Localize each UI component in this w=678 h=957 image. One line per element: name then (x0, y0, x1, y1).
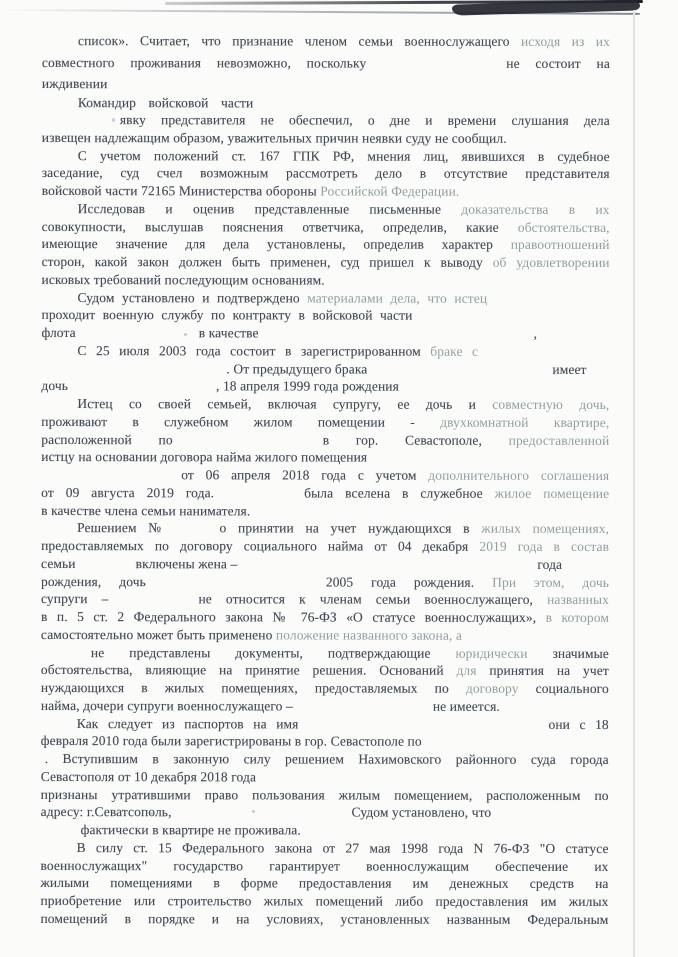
text-line (41, 306, 609, 325)
text-segment: проходит военную службу по контракту в войсковой части (41, 307, 413, 323)
redacted-blank (172, 815, 352, 816)
redacted-blank (76, 567, 136, 568)
text-segment: включены жена – (135, 555, 238, 572)
redacted-blank (173, 443, 323, 444)
redacted-blank (76, 336, 199, 337)
text-line (41, 324, 609, 343)
text-segment: дополнительного соглашения (428, 467, 610, 483)
text-segment: исковых требований последующим основаниям. (41, 271, 325, 288)
text-segment: предоставляемых по договору социального найма от 04 декабря (41, 537, 480, 554)
redacted-blank (41, 833, 81, 834)
text-segment: список». Считает, что признание членом семьи военнослужащего (77, 33, 521, 49)
text-line (41, 537, 609, 556)
text-line (42, 94, 610, 111)
text-segment: проживают в служебном жилом помещении - (41, 413, 441, 430)
text-segment: положение названного закона, а (275, 627, 463, 643)
text-line (41, 572, 609, 591)
text-segment: совокупности, выслушав пояснения ответчика, определив, какие (41, 218, 518, 235)
text-segment: в котором (545, 609, 609, 625)
text-segment: приобретение или строительство жилых помещений либо предоставления им жилых (40, 892, 609, 909)
redacted-blank (169, 531, 219, 532)
text-line (41, 466, 609, 485)
text-segment: от 06 апреля 2018 года с учетом (181, 467, 429, 483)
text-line (42, 253, 610, 272)
text-line (41, 714, 609, 733)
text-line (42, 182, 610, 201)
text-line (40, 910, 608, 929)
text-line (41, 839, 609, 858)
text-segment: рождения, дочь (41, 573, 146, 589)
text-segment: помещений в порядке и на условиях, установленных названным Федеральным (40, 910, 609, 927)
text-segment: , (533, 325, 538, 341)
text-segment: совместную дочь, (492, 396, 610, 412)
text-line (41, 359, 609, 378)
page-edge-shadow (633, 10, 635, 957)
text-segment: правоотношений (510, 237, 610, 253)
text-segment: сторон, какой закон должен быть применен, суд пришел к выводу (41, 253, 493, 270)
text-segment: жилых помещениях, (481, 521, 610, 537)
text-segment: Командир войсковой части (77, 94, 254, 110)
text-segment: в качестве члена семьи нанимателя. (41, 502, 251, 518)
text-segment: супруги – (40, 591, 109, 607)
text-line (40, 892, 608, 911)
text-segment: значимые (527, 645, 609, 661)
text-segment: исходя из их (520, 33, 610, 49)
text-segment: В силу ст. 15 Федерального закона от 27 мая 1998 года N 76-ФЗ "О статусе (76, 839, 609, 856)
text-segment: найма, дочери супруги военнослужащего – (40, 697, 293, 714)
text-segment: Истец со своей семьей, включая супругу, ее дочь и (77, 396, 493, 412)
text-line (42, 200, 610, 219)
text-line (41, 395, 609, 414)
text-segment: социального (518, 680, 609, 696)
text-segment: в гор. Севастополе, (322, 431, 509, 448)
redacted-blank (298, 727, 548, 728)
text-segment: Российской Федерации. (320, 183, 460, 199)
text-segment: истцу на основании договора найма жилого помещения (41, 449, 368, 465)
text-segment: . От предыдущего брака (226, 360, 368, 377)
text-segment: юридически (455, 645, 528, 661)
text-segment: от 09 августа 2019 года. (41, 484, 215, 501)
document-text (40, 30, 610, 928)
text-segment: не имеется. (432, 698, 500, 714)
text-segment: войсковой части 72165 Министерства обороны (41, 182, 321, 199)
text-segment: жилое помещение (494, 485, 610, 501)
text-segment: не состоит на (506, 55, 610, 71)
text-segment: Исследовав и оценив представленные письменные (77, 200, 462, 217)
text-segment: о принятии на учет нуждающихся в (219, 520, 482, 537)
redacted-blank (293, 709, 433, 710)
text-segment: договору (465, 680, 519, 696)
redacted-blank (214, 496, 304, 497)
text-line (41, 448, 609, 467)
text-line (41, 768, 609, 787)
text-line (42, 30, 610, 52)
text-segment: в качестве (198, 325, 259, 341)
text-line (41, 732, 609, 751)
text-segment: жилыми помещениями в форме предоставления им денежных средств на (40, 875, 609, 892)
text-segment: Судом установлено, что (351, 804, 492, 821)
redacted-blank (41, 371, 226, 372)
text-line (41, 519, 609, 538)
redacted-blank (68, 389, 216, 390)
text-line (40, 874, 608, 893)
text-segment: 2019 года в состав (479, 538, 610, 554)
text-segment: расположенной по (41, 431, 173, 447)
text-line (41, 413, 609, 432)
text-segment: семьи (41, 555, 76, 571)
text-segment: Судом установлено и подтверждено (77, 289, 308, 305)
text-segment: обстоятельства, (517, 219, 610, 235)
text-segment: явку представителя не обеспечил, о дне и времени слушания дела (119, 112, 610, 128)
text-segment: . Вступившим в законную силу решением Нахимовского районного суда города (44, 751, 609, 767)
text-segment: принятия на учет (476, 663, 609, 679)
text-segment: имеет (552, 361, 587, 377)
text-line (41, 643, 609, 662)
text-segment: названных (547, 592, 610, 608)
text-line (42, 73, 610, 95)
text-segment: признаны утратившими право пользования жилым помещением, расположенным по (40, 786, 609, 803)
text-segment: адресу: г.Севатсополь, (40, 804, 172, 820)
text-segment: не представлены документы, подтверждающие (90, 644, 456, 661)
text-line (41, 856, 609, 875)
redacted-blank (41, 655, 91, 656)
text-segment: С 25 июля 2003 года состоит в зарегистрированном (77, 342, 431, 359)
text-segment: февраля 2010 года были зарегистрированы в гор. Севастополе по (40, 733, 422, 749)
text-line (41, 430, 609, 449)
text-segment: не относится к членам семьи военнослужащего, (198, 591, 548, 608)
text-line (41, 626, 609, 645)
text-segment: имеющие значение для дела установлены, определив характер (41, 236, 511, 253)
text-line (42, 111, 610, 130)
text-segment: предоставленной (508, 432, 610, 448)
text-line (41, 501, 609, 520)
text-segment: военнослужащих" государство гарантирует военнослужащим обеспечение их (40, 857, 609, 874)
text-segment: Как следует из паспортов на имя (76, 715, 299, 731)
text-line (41, 803, 609, 822)
text-line (42, 164, 610, 183)
text-segment: об удовлетворении (492, 254, 610, 270)
text-segment: двухкомнатной квартире, (440, 414, 610, 430)
redacted-blank (41, 478, 181, 479)
text-line (42, 288, 610, 307)
text-segment: материалами дела, что истец (307, 289, 488, 306)
text-segment: заседание, суд счел возможным рассмотреть дело в отсутствие представителя (41, 165, 610, 182)
text-line (42, 235, 610, 254)
text-segment: в п. 5 ст. 2 Федерального закона № 76-ФЗ «О статусе военнослужащих», (40, 608, 546, 625)
redacted-blank (367, 372, 552, 373)
text-segment: нуждающихся в жилых помещениях, предоставляемых по (40, 679, 466, 696)
text-line (41, 679, 609, 698)
redacted-blank (237, 567, 537, 569)
text-line (41, 342, 609, 361)
text-line (42, 146, 610, 165)
text-segment: совместного проживания невозможно, поскольку (41, 54, 367, 71)
text-segment: была вселена в служебное (304, 485, 495, 501)
text-segment: обстоятельства, влияющие на принятие решения. Оснований (40, 662, 457, 678)
redacted-blank (146, 585, 326, 586)
text-segment: 2005 года рождения. (325, 573, 493, 590)
redacted-blank (108, 602, 198, 603)
text-segment: года (537, 556, 563, 572)
text-segment: иждивении (41, 75, 108, 92)
text-line (42, 51, 610, 73)
text-segment: Решением № (77, 520, 170, 536)
text-segment: они с 18 (548, 716, 609, 732)
text-line (42, 271, 610, 290)
text-segment: Севастополя от 10 декабря 2018 года (40, 768, 257, 785)
text-line (41, 555, 609, 574)
text-line (42, 217, 610, 236)
text-segment: доказательства в их (461, 201, 610, 217)
text-segment: флота (41, 324, 76, 341)
text-segment: для (456, 662, 477, 679)
text-segment: браке с (430, 343, 479, 359)
text-segment: извещен надлежащим образом, уважительных причин неявки суду не сообщил. (41, 129, 507, 146)
text-line (41, 785, 609, 804)
text-line (41, 590, 609, 609)
redacted-blank (366, 66, 506, 67)
text-line (41, 608, 609, 627)
redacted-blank (259, 336, 534, 337)
text-line (41, 821, 609, 840)
text-line (41, 697, 609, 716)
text-segment: фактически в квартире не проживала. (80, 822, 301, 838)
text-line (41, 661, 609, 680)
text-line (42, 129, 610, 148)
text-segment: самостоятельно может быть применено (40, 626, 276, 643)
text-segment: При этом, дочь (492, 574, 610, 590)
text-line (41, 484, 609, 503)
text-line (41, 377, 609, 396)
text-segment: дочь (41, 378, 69, 394)
text-segment: С учетом положений ст. 167 ГПК РФ, мнения лиц, явившихся в судебное (77, 147, 610, 164)
text-line (41, 750, 609, 769)
text-segment: , 18 апреля 1999 года рождения (215, 378, 399, 394)
